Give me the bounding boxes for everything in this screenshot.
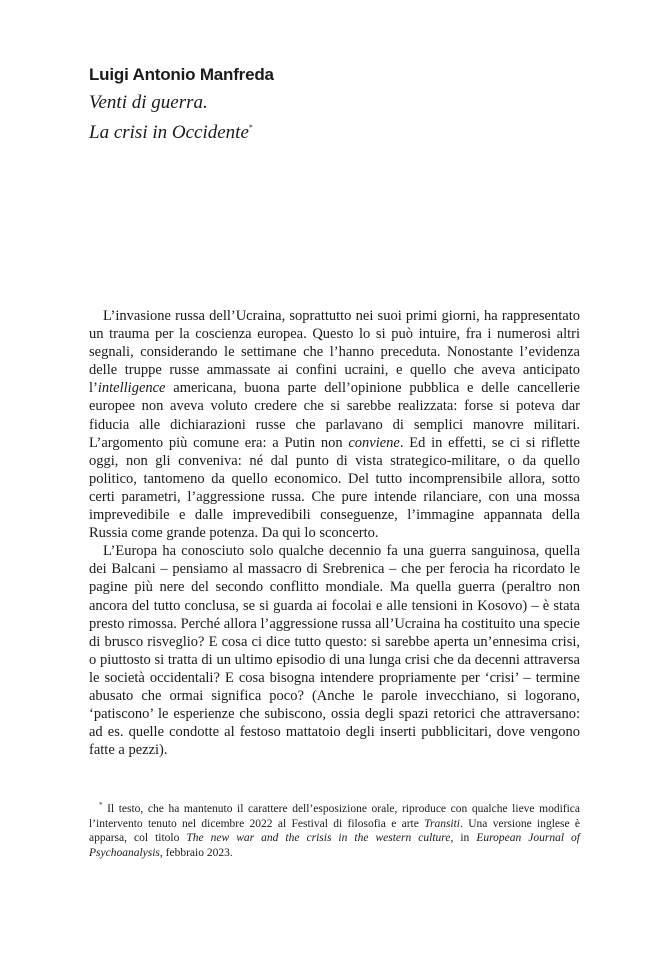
footnote-text-a: Il testo, che ha mantenuto il carattere dell’esposizione orale, riproduce con qualche lieve modifica l’intervento tenuto nel dicembre 2022 al Festival di filosofia e arte [89,803,580,830]
article-title-line-1: Venti di guerra. [89,92,208,113]
paragraph-2: L’Europa ha conosciuto solo qualche decennio fa una guerra sanguinosa, quella dei Balcani – pensiamo al massacro di Srebrenica – che per ferocia ha ricordato le pagine più nere del secondo conflitto mondiale. Ma quella guerra (peraltro non ancora del tutto conclusa, se si guarda ai focolai e alle tensioni in Kosovo) – è stata presto rimossa. Perché allora l’aggressione russa all’Ucraina ha costituito una specie di brusco risveglio? E cosa ci dice tutto questo: si sarebbe aperta un’ennesima crisi, o piuttosto si tratta di un ultimo episodio di una lunga crisi che da decenni attraversa le società occidentali? E cosa bisogna intendere propriamente per ‘crisi’ – termine abusato che ormai significa poco? (Anche le parole invecchiano, si logorano, ‘patiscono’ le esperienze che subiscono, ossia degli spazi retorici che attraversano: ad es. quelle condotte al festoso mattatoio degli inserti pubblicitari, dove vengono fatte a pezzi). [89,543,580,759]
article-title-line-2 [89,115,569,145]
article-body [89,307,580,759]
paragraph-1-emphasis-conviene: conviene [348,434,400,451]
footnote [89,798,580,860]
footnote-emphasis-journal: European Journal of Psychoanalysis [89,832,581,859]
footnote-text-c: . Una versione inglese è apparsa, col titolo [89,817,581,845]
footnote-emphasis-english-title: The new war and the crisis in the western culture [186,832,451,845]
paragraph-1-text-e: . Ed in effetti, se ci si riflette oggi, non gli conveniva: né dal punto di vista strategico-militare, o da quello politico, tantomeno da quello economico. Del tutto incomprensibile allora, sotto certi parametri, l’aggressione russa. Che pure intende rilanciare, con una mossa imprevedibile e dalle imprevedibili conseguenze, l’immagine appannata della Russia come grande potenza. Da qui lo sconcerto. [89,434,580,542]
paragraph-1-text-a: L’invasione russa dell’Ucraina, soprattutto nei suoi primi giorni, ha rappresentato un trauma per la coscienza europea. Questo lo si può intuire, fra i numerosi altri segnali, considerando le settimane che l’hanno preceduta. Nonostante l’evidenza delle truppe russe ammassate ai confini ucraini, e quello che aveva anticipato l’ [89,308,580,397]
paragraph-1-text-c: americana, buona parte dell’opinione pubblica e delle cancellerie europee non aveva voluto credere che si sarebbe realizzata: forse si poteva dar fiducia alle dichiarazioni russe che parlavano di semplici manovre militari. L’argomento più comune era: a Putin non [89,380,580,451]
paragraph-1-emphasis-intelligence: intelligence [97,380,166,397]
footnote-emphasis-transiti: Transiti [424,817,461,830]
footnote-text [89,798,580,860]
footnote-marker: * [99,801,103,809]
footnote-reference: * [248,123,253,132]
author-name: Luigi Antonio Manfreda [89,65,274,84]
paragraph-1 [89,307,580,542]
footnote-text-e: , in [450,832,477,845]
article-title-text: La crisi in Occidente [89,122,249,143]
footnote-text-g: , febbraio 2023. [159,846,233,859]
article-header [89,64,569,145]
